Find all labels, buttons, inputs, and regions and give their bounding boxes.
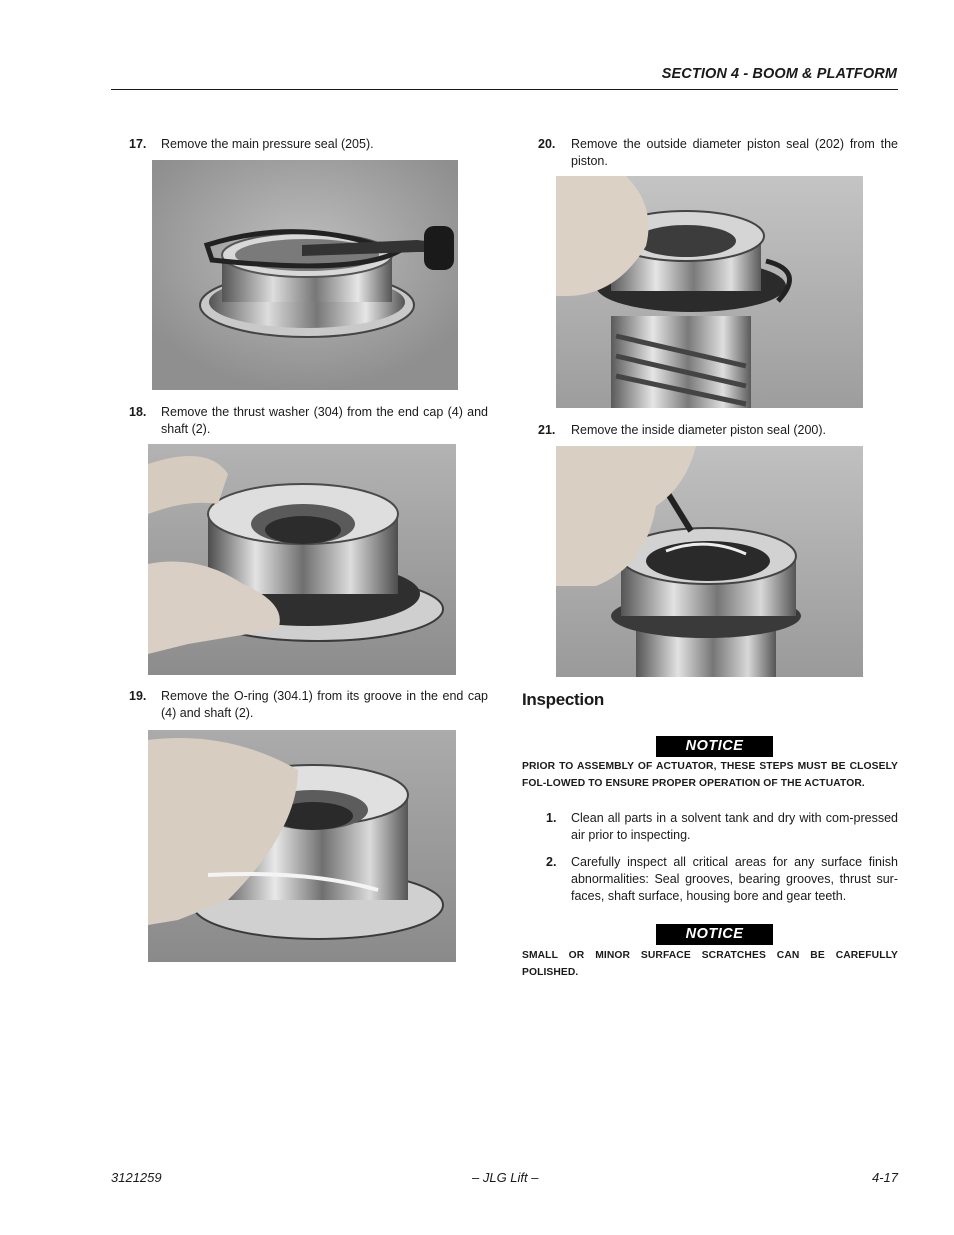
footer-center: – JLG Lift – — [472, 1170, 539, 1185]
step-text: Remove the thrust washer (304) from the end cap (4) and shaft (2). — [161, 405, 488, 436]
step-21 — [538, 422, 898, 440]
step-18 — [129, 404, 488, 440]
step-19 — [129, 688, 488, 724]
notice-text: PRIOR TO ASSEMBLY OF ACTUATOR, THESE STEPS MUST BE CLOSELY FOL-LOWED TO ENSURE PROPER OPERATION OF THE ACTUATOR. — [522, 761, 898, 789]
step-number: 17. — [129, 137, 147, 151]
step-text: Clean all parts in a solvent tank and dry with com-pressed air prior to inspecting. — [571, 811, 898, 842]
seal-removal-photo — [152, 160, 458, 390]
step-number: 1. — [546, 811, 557, 825]
notice-badge: NOTICE — [656, 924, 773, 945]
doc-number: 3121259 — [111, 1170, 162, 1185]
step-number: 18. — [129, 405, 147, 419]
header-rule — [111, 89, 898, 90]
inspection-step-1 — [546, 810, 898, 846]
step-number: 19. — [129, 689, 147, 703]
outer-piston-seal-photo — [556, 176, 863, 408]
step-text: Remove the main pressure seal (205). — [161, 137, 374, 151]
page-number: 4-17 — [871, 1170, 898, 1185]
step-20 — [538, 136, 898, 172]
o-ring-photo — [148, 730, 456, 962]
step-number: 2. — [546, 855, 557, 869]
step-number: 21. — [538, 423, 556, 437]
notice-text: SMALL OR MINOR SURFACE SCRATCHES CAN BE CAREFULLY POLISHED. — [522, 950, 898, 978]
step-text: Carefully inspect all critical areas for any surface finish abnormalities: Seal grooves, bearing grooves, thrust sur-faces, shaft surface, housing bore and gear teeth. — [571, 855, 898, 903]
notice-badge: NOTICE — [656, 736, 773, 757]
section-title: SECTION 4 - BOOM & PLATFORM — [661, 66, 897, 82]
step-17 — [129, 136, 488, 154]
inspection-heading: Inspection — [522, 690, 605, 709]
step-text: Remove the O-ring (304.1) from its groove in the end cap (4) and shaft (2). — [161, 689, 488, 720]
inspection-step-2 — [546, 854, 898, 908]
inner-piston-seal-photo — [556, 446, 863, 677]
step-number: 20. — [538, 137, 556, 151]
step-text: Remove the outside diameter piston seal (202) from the piston. — [571, 137, 898, 168]
step-text: Remove the inside diameter piston seal (200). — [571, 423, 826, 437]
thrust-washer-photo — [148, 444, 456, 675]
